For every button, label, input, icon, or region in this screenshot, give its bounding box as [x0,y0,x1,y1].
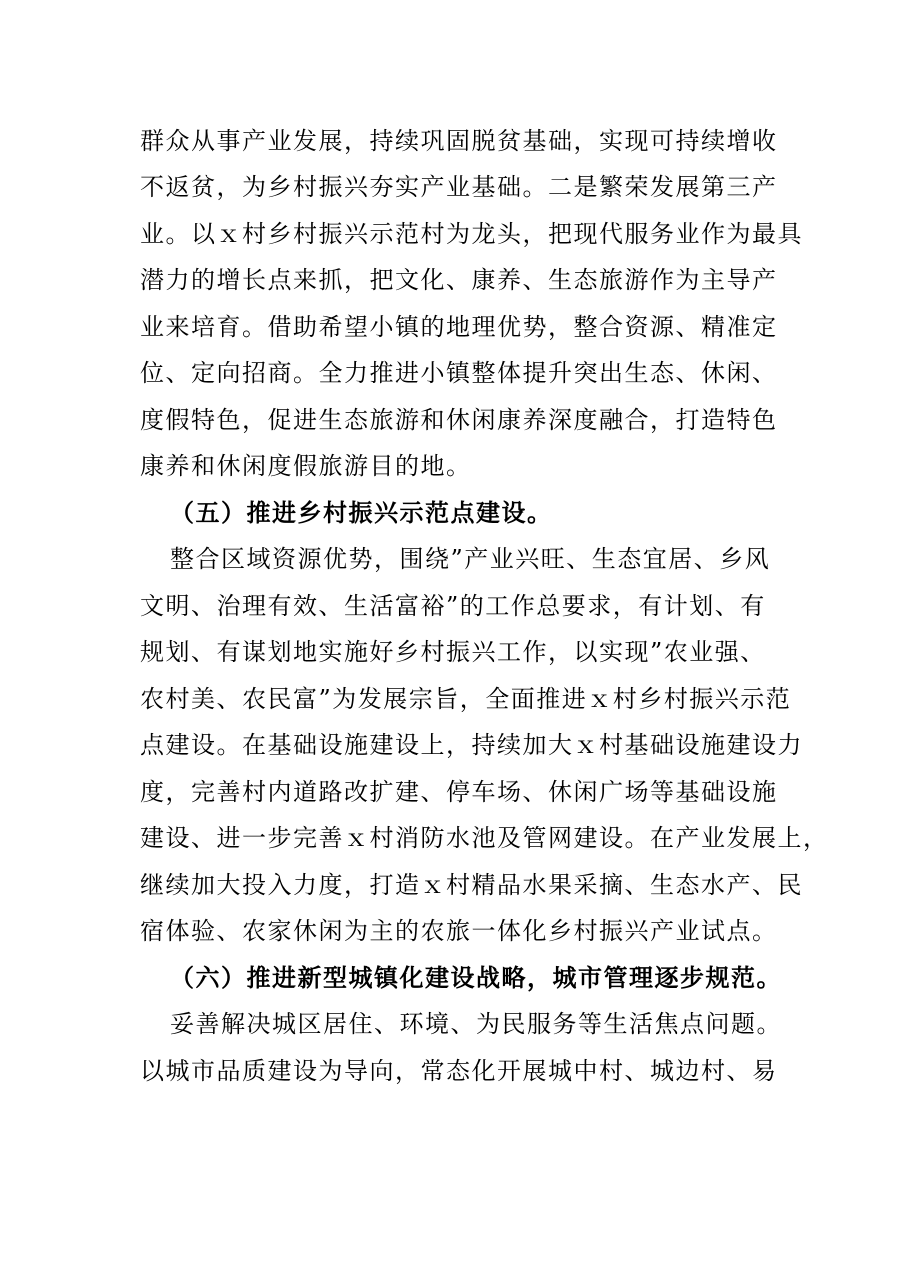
text-line: 继续加大投入力度，打造ｘ村精品水果采摘、生态水产、民 [140,871,803,899]
text-line: 康养和休闲度假旅游目的地。 [140,452,472,480]
text-line: 以城市品质建设为导向，常态化开展城中村、城边村、易 [140,1057,778,1085]
text-line: 整合区域资源优势，围绕”产业兴旺、生态宜居、乡风 [170,545,771,573]
text-line: 度，完善村内道路改扩建、停车场、休闲广场等基础设施 [140,778,778,806]
section-heading-5: （五）推进乡村振兴示范点建设。 [170,498,553,527]
text-line: 农村美、农民富”为发展宗旨，全面推进ｘ村乡村振兴示范 [140,685,792,713]
text-line: 宿体验、农家休闲为主的农旅一体化乡村振兴产业试点。 [140,917,778,945]
text-line: 建设、进一步完善ｘ村消防水池及管网建设。在产业发展上， [140,824,829,852]
text-line: 文明、治理有效、生活富裕”的工作总要求，有计划、有 [140,592,766,620]
text-line: 位、定向招商。全力推进小镇整体提升突出生态、休闲、 [140,359,778,387]
section-heading-6: （六）推进新型城镇化建设战略，城市管理逐步规范。 [170,963,782,992]
text-line: 潜力的增长点来抓，把文化、康养、生态旅游作为主导产 [140,266,778,294]
text-line: 妥善解决城区居住、环境、为民服务等生活焦点问题。 [170,1010,782,1038]
text-line: 不返贫，为乡村振兴夯实产业基础。二是繁荣发展第三产 [140,173,778,201]
text-line: 群众从事产业发展，持续巩固脱贫基础，实现可持续增收 [140,127,778,155]
text-line: 规划、有谋划地实施好乡村振兴工作，以实现”农业强、 [140,638,766,666]
text-line: 度假特色，促进生态旅游和休闲康养深度融合，打造特色 [140,406,778,434]
text-line: 点建设。在基础设施建设上，持续加大ｘ村基础设施建设力 [140,731,803,759]
text-line: 业。以ｘ村乡村振兴示范村为龙头，把现代服务业作为最具 [140,220,803,248]
text-line: 业来培育。借助希望小镇的地理优势，整合资源、精准定 [140,313,778,341]
